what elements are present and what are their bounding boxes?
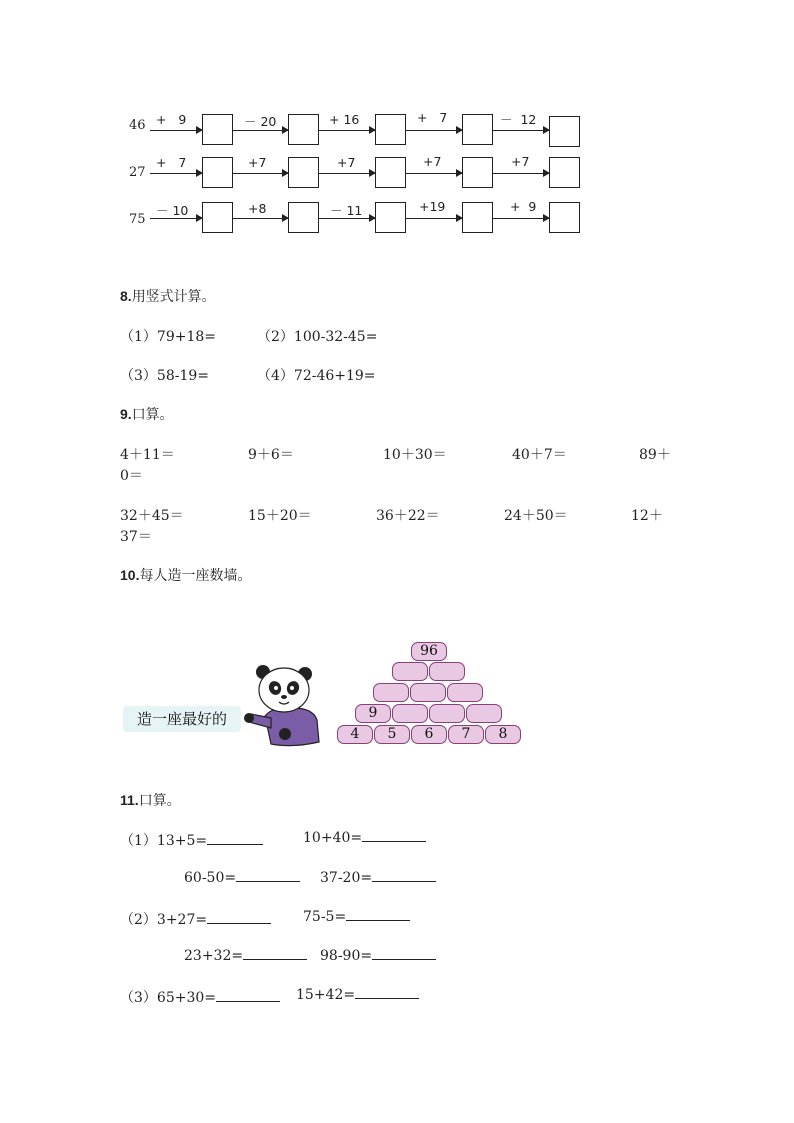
wall-brick[interactable] (447, 683, 483, 702)
wall-brick[interactable] (392, 704, 428, 723)
q11-heading (120, 790, 181, 810)
chain-op: － 10 (156, 203, 189, 218)
q8-item: （3）58-19= (120, 368, 209, 384)
q11-item: 10+40= (303, 830, 426, 846)
wall-brick-base: 5 (374, 725, 410, 744)
q8-number: 8. (120, 288, 132, 304)
chain-op: +7 (423, 154, 442, 169)
speech-bubble: 造一座最好的 (123, 706, 241, 732)
arrow-icon (233, 218, 288, 219)
arrow-icon (493, 130, 549, 131)
q8-title: 用竖式计算。 (131, 289, 216, 305)
answer-blank[interactable] (236, 880, 300, 882)
answer-blank[interactable] (207, 843, 263, 845)
wall-brick[interactable] (429, 704, 465, 723)
answer-box[interactable] (549, 116, 580, 147)
wall-brick-base: 4 (337, 725, 373, 744)
q11-title: 口算。 (138, 793, 181, 809)
wall-brick[interactable] (466, 704, 502, 723)
q8-item: （4）72-46+19= (257, 368, 376, 384)
chain-op: +8 (248, 201, 267, 216)
wall-brick-base: 6 (411, 725, 447, 744)
chain-start: 46 (129, 118, 146, 133)
answer-box[interactable] (288, 114, 319, 145)
q9-item: 89＋ (639, 447, 671, 463)
q11-item: 15+42= (296, 987, 419, 1003)
answer-box[interactable] (375, 157, 406, 188)
answer-box[interactable] (202, 114, 233, 145)
q11-item: 37-20= (320, 870, 436, 886)
wall-brick[interactable] (429, 662, 465, 681)
wall-brick-top: 96 (411, 642, 447, 661)
q8-item: （2）100-32-45= (257, 329, 378, 345)
answer-blank[interactable] (346, 919, 410, 921)
answer-blank[interactable] (372, 880, 436, 882)
arrow-icon (406, 173, 462, 174)
answer-blank[interactable] (362, 840, 426, 842)
chain-op: + 9 (510, 199, 537, 214)
answer-box[interactable] (549, 157, 580, 188)
answer-blank[interactable] (216, 1000, 280, 1002)
chain-start: 75 (129, 212, 146, 227)
arrow-icon (233, 130, 288, 131)
q9-title: 口算。 (131, 407, 174, 423)
wall-brick[interactable] (410, 683, 446, 702)
q11-item: （2）3+27= (120, 909, 271, 929)
q9-heading (120, 404, 174, 424)
answer-blank[interactable] (243, 958, 307, 960)
panda-icon (243, 664, 339, 748)
q8-heading (120, 286, 216, 306)
answer-box[interactable] (202, 157, 233, 188)
q11-item: 23+32= (184, 948, 307, 964)
chain-op: + 16 (329, 112, 360, 127)
q10-heading (120, 565, 251, 585)
q8-item: （1）79+18= (120, 329, 216, 345)
chain-op: +7 (248, 155, 267, 170)
q9-item: 12＋ (631, 508, 663, 524)
chain-start: 27 (129, 165, 146, 180)
wall-brick-base: 7 (448, 725, 484, 744)
arrow-icon (150, 218, 202, 219)
chain-op: + 7 (156, 155, 187, 170)
answer-box[interactable] (462, 202, 493, 233)
q9-item-wrap: 0＝ (120, 468, 143, 484)
answer-blank[interactable] (372, 958, 436, 960)
q9-item: 40＋7＝ (512, 447, 567, 463)
q11-item: 60-50= (184, 870, 300, 886)
wall-brick-base: 8 (485, 725, 521, 744)
chain-op: － 20 (244, 114, 277, 129)
answer-box[interactable] (288, 157, 319, 188)
q9-item: 9＋6＝ (248, 447, 294, 463)
arrow-icon (150, 130, 202, 131)
arrow-icon (493, 218, 549, 219)
wall-brick[interactable] (373, 683, 409, 702)
q9-item-wrap: 37＝ (120, 529, 152, 545)
q10-number: 10. (120, 567, 140, 583)
answer-box[interactable] (462, 157, 493, 188)
chain-op: － 11 (330, 203, 363, 218)
chain-op: +7 (337, 155, 356, 170)
arrow-icon (406, 130, 462, 131)
q9-number: 9. (120, 406, 132, 422)
q9-item: 10＋30＝ (383, 447, 447, 463)
answer-box[interactable] (288, 202, 319, 233)
chain-op: +7 (511, 154, 530, 169)
q11-item: （3）65+30= (120, 987, 280, 1007)
q9-item: 36＋22＝ (376, 508, 440, 524)
q9-item: 24＋50＝ (504, 508, 568, 524)
answer-box[interactable] (202, 202, 233, 233)
arrow-icon (233, 173, 288, 174)
q11-item: 98-90= (320, 948, 436, 964)
chain-op: － 12 (500, 112, 537, 127)
answer-blank[interactable] (355, 997, 419, 999)
answer-box[interactable] (375, 202, 406, 233)
q9-item: 32＋45＝ (120, 508, 184, 524)
wall-brick: 9 (355, 704, 391, 723)
wall-brick[interactable] (392, 662, 428, 681)
arrow-icon (406, 218, 462, 219)
q10-title: 每人造一座数墙。 (139, 568, 252, 584)
chain-op: + 7 (417, 110, 448, 125)
q11-item: 75-5= (303, 909, 410, 925)
arrow-icon (319, 218, 375, 219)
answer-blank[interactable] (207, 922, 271, 924)
q11-item: （1）13+5= (120, 830, 263, 850)
q9-item: 15＋20＝ (248, 508, 312, 524)
arrow-icon (150, 173, 202, 174)
q9-item: 4＋11＝ (120, 447, 175, 463)
chain-op: + 9 (156, 112, 187, 127)
answer-box[interactable] (462, 114, 493, 145)
answer-box[interactable] (549, 202, 580, 233)
arrow-icon (319, 130, 375, 131)
arrow-icon (493, 173, 549, 174)
arrow-icon (319, 173, 375, 174)
q11-number: 11. (120, 792, 139, 808)
chain-op: +19 (419, 199, 446, 214)
answer-box[interactable] (375, 114, 406, 145)
